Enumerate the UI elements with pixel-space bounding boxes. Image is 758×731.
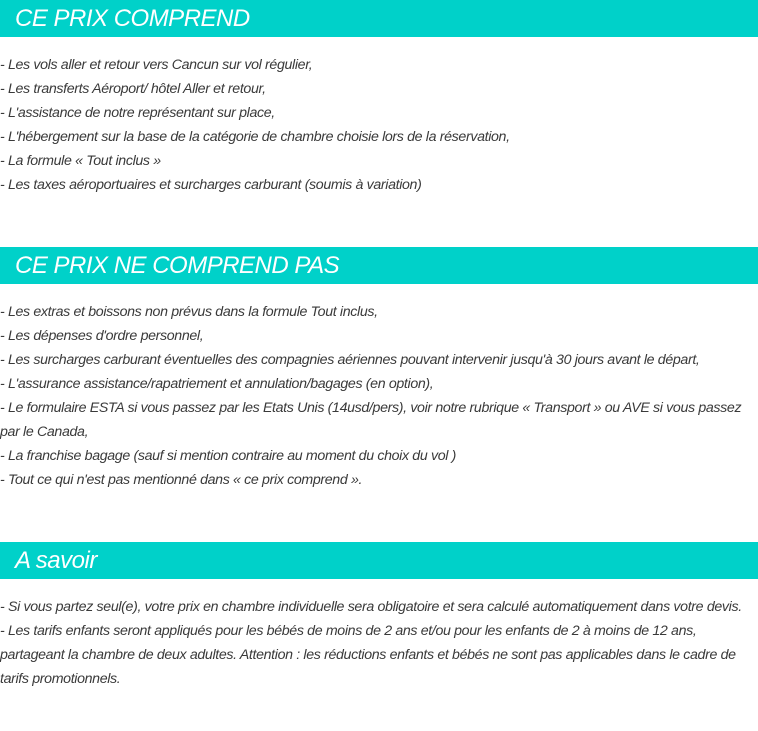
list-item: - Les transferts Aéroport/ hôtel Aller et retour, (0, 81, 266, 97)
list-item: - L'assurance assistance/rapatriement et annulation/bagages (en option), (0, 376, 434, 392)
list-item: - Si vous partez seul(e), votre prix en chambre individuelle sera obligatoire et sera calculé automatiquement dans votre devis. (0, 599, 742, 615)
section-list (0, 37, 758, 197)
list-item: - La formule « Tout inclus » (0, 153, 161, 169)
list-item: - Les taxes aéroportuaires et surcharges carburant (soumis à variation) (0, 177, 422, 193)
list-item: - L'hébergement sur la base de la catégorie de chambre choisie lors de la réservation, (0, 129, 510, 145)
section-title: A savoir (0, 542, 758, 579)
list-item: - Les dépenses d'ordre personnel, (0, 328, 204, 344)
section-list (0, 579, 758, 691)
section-price-includes (0, 0, 758, 197)
section-title: CE PRIX COMPREND (0, 0, 758, 37)
list-item: - Tout ce qui n'est pas mentionné dans « ce prix comprend ». (0, 472, 363, 488)
section-title: CE PRIX NE COMPREND PAS (0, 247, 758, 284)
list-item: - Le formulaire ESTA si vous passez par les Etats Unis (14usd/pers), voir notre rubrique « Transport » ou AVE si vous passez par le Canada, (0, 400, 742, 440)
list-item: - Les surcharges carburant éventuelles des compagnies aériennes pouvant intervenir jusqu'à 30 jours avant le départ, (0, 352, 700, 368)
section-good-to-know (0, 542, 758, 691)
list-item: - Les tarifs enfants seront appliqués pour les bébés de moins de 2 ans et/ou pour les enfants de 2 à moins de 12 ans, partageant la chambre de deux adultes. Attention : les réductions enfants et bébés ne sont pas applicables dans le cadre de tarifs promotionnels. (0, 623, 736, 687)
list-item: - Les vols aller et retour vers Cancun sur vol régulier, (0, 57, 313, 73)
list-item: - La franchise bagage (sauf si mention contraire au moment du choix du vol ) (0, 448, 457, 464)
list-item: - L'assistance de notre représentant sur place, (0, 105, 275, 121)
list-item: - Les extras et boissons non prévus dans la formule Tout inclus, (0, 304, 378, 320)
section-price-excludes (0, 247, 758, 492)
section-list (0, 284, 758, 492)
